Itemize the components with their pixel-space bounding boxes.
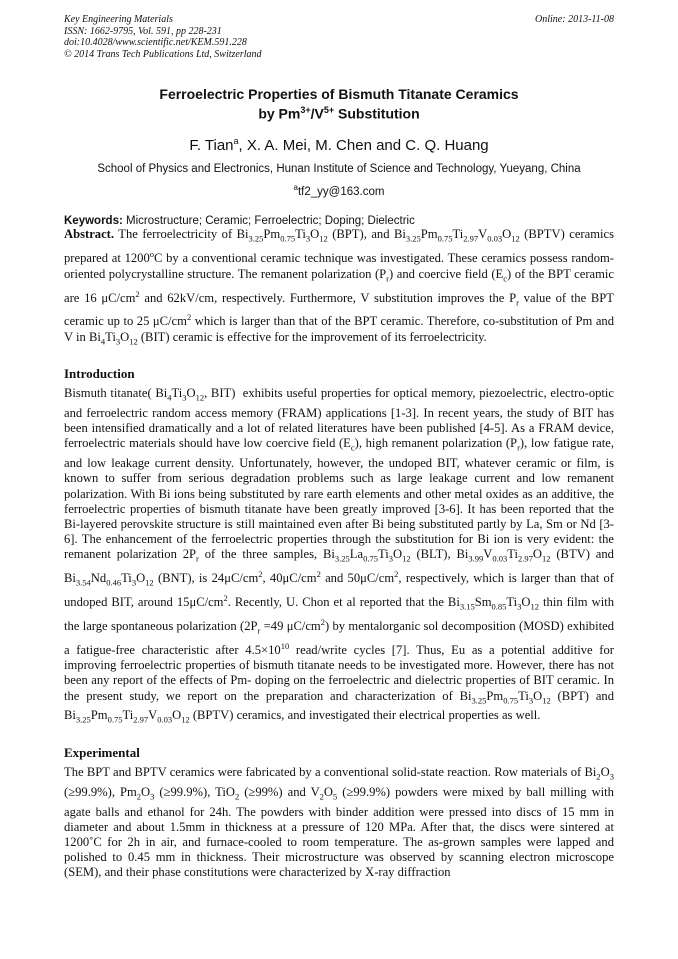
abstract-text: The ferroelectricity of $Bi_{3.25}Pm_{0.75}Ti_3O_{12}$ (BPT), and $Bi_{3.25}Pm_{0.75}Ti_{2.97}V_{0.03}O_{12}$ (BPTV) ceramics prepared at 1200$^o$C by a conventional ceramic technique was investigated. These ceramics possess random-oriented polycrystalline structure. The remanent polarization $(P_r)$ and coercive field $(E_c)$ of the BPT ceramic are 16 $\mu C/cm^2$ and 62kV/cm, respectively. Furthermore, V substitution improves the $P_r$ value of the BPT ceramic up to 25 $\mu C/cm^2$ which is larger than that of the BPT ceramic. Therefore, co-substitution of Pm and V in $Bi_4Ti_3O_{12}$ (BIT) ceramic is effective for the improvement of its ferroelectricity. xyxy=(64,227,614,347)
publication-header xyxy=(64,14,614,60)
keywords xyxy=(64,215,614,227)
affiliation: School of Physics and Electronics, Hunan Institute of Science and Technology, Yueyang, China xyxy=(97,162,581,175)
experimental-paragraph: The BPT and BPTV ceramics were fabricated by a conventional solid-state reaction. Row materials of $Bi_2O_3$ (≥99.9%), $Pm_2O_3$ (≥99.9%), TiO$_2$ (≥99%) and $V_2O_5$ (≥99.9%) powders were mixed by ball milling with agate balls and ethanol for 24h. The powders with binder addition were pressed into discs of 15 mm in diameter and about 1.5mm in thickness at a pressure of 120 MPa. After that, the discs were sintered at 1200˚C for 2h in air, and furnace-cooled to room temperature. The as-grown samples were lapped and polished to 0.45 mm in thickness. Their microstructure was observed by scanning electron microscope (SEM), and their phase constitutions were characterized by X-ray diffraction xyxy=(64,765,614,880)
paper-title xyxy=(64,86,614,122)
author-list: F. Tian$^a$, X. A. Mei, M. Chen and C. Q. Huang xyxy=(189,135,489,154)
journal-name: Key Engineering Materials xyxy=(64,14,173,25)
issn-line: ISSN: 1662-9795, Vol. 591, pp 228-231 xyxy=(64,25,222,37)
title-line-2: by $Pm^{3+}/V^{5+}$ Substitution xyxy=(258,105,420,122)
experimental-heading: Experimental xyxy=(64,745,140,761)
title-line-1: Ferroelectric Properties of Bismuth Titanate Ceramics xyxy=(159,86,519,102)
online-date: Online: 2013-11-08 xyxy=(535,14,614,25)
paper-page xyxy=(64,14,614,881)
keywords-text: Microstructure; Ceramic; Ferroelectric; Doping; Dielectric xyxy=(122,215,415,228)
copyright-line: © 2014 Trans Tech Publications Ltd, Switzerland xyxy=(64,48,262,60)
publication-info xyxy=(64,14,262,60)
introduction-heading: Introduction xyxy=(64,366,135,382)
doi-line: doi:10.4028/www.scientific.net/KEM.591.228 xyxy=(64,37,247,48)
abstract-paragraph xyxy=(64,227,614,349)
introduction-paragraph: Bismuth titanate( $Bi_4Ti_3O_{12}$, BIT) exhibits useful properties for optical memory, piezoelectric, electro-optic and ferroelectric random access memory (FRAM) applications [1-3]. In recent years, the study of BIT has been intensified dramatically and a lot of related literatures have been published [4-5]. As a FRAM device, ferroelectric materials should have low coercive field $(E_c)$, high remanent polarization $(P_r)$, low fatigue rate, and low leakage current density. Unfortunately, however, the undoped BIT, whatever ceramic or film, is known to suffer from serious degradation problems such as large leakage current and low remanent polarization. With Bi ions being substituted by rare earth elements and other metal oxides as an additive, the ferroelectric properties of bismuth titanate have been greatly improved [3-6]. It has been reported that the Bi-layered perovskite structure is still maintained even after Bi being substituted partly by La, Sm or Nd [3-6]. The enhancement of the ferroelectric properties through the substitution for Bi ion is very evident: the remanent polarization $2P_r$ of the three samples, $Bi_{3.25}La_{0.75}Ti_3O_{12}$ (BLT), $Bi_{3.99}V_{0.03}Ti_{2.97}O_{12}$ (BTV) and $Bi_{3.54}Nd_{0.46}Ti_3O_{12}$ (BNT), is $24\mu C/cm^2$, $40\mu C/cm^2$ and $50\mu C/cm^2$, respectively, which is larger than that of undoped BIT, around $15\mu C/cm^2$. Recently, U. Chon et al reported that the $Bi_{3.15}Sm_{0.85}Ti_3O_{12}$ thin film with the large spontaneous polarization ($2P_r =49$ $\mu C/cm^2$) by mentalorganic sol decomposition (MOSD) exhibited a fatigue-free characteristic after $4.5\times 10^{10}$ read/write cycles [7]. Thus, Eu as a potential additive for improving ferroelectric properties of bismuth titanate needs to be investigated more. However, there has not been any report of the effects of Pm- doping on the ferroelectric and dielectric properties of BIT ceramic. In the present study, we report on the preparation and characterization of $Bi_{3.25}Pm_{0.75}Ti_3O_{12}$ (BPT) and $Bi_{3.25}Pm_{0.75}Ti_{2.97}V_{0.03}O_{12}$ (BPTV) ceramics, and investigated their electrical properties as well. xyxy=(64,386,615,725)
keywords-label: Keywords: xyxy=(64,215,123,228)
author-email: $^a$tf2_yy@163.com xyxy=(293,182,385,198)
abstract-label: Abstract. xyxy=(64,227,115,242)
